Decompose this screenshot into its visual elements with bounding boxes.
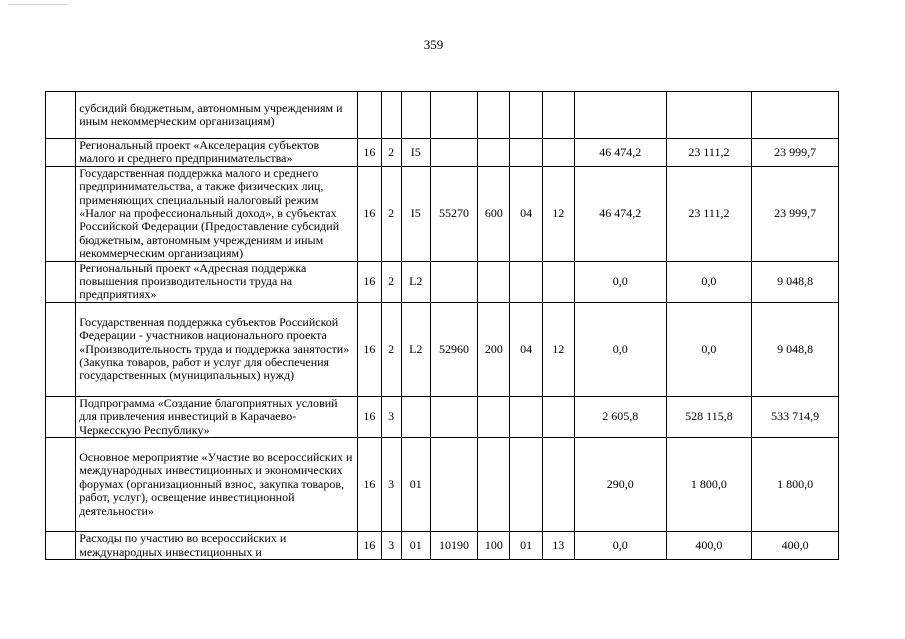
section-code-cell: 01 xyxy=(510,532,542,560)
amount-year2-cell: 0,0 xyxy=(666,302,752,396)
expense-name-cell: Государственная поддержка малого и среднего предпринимательства, а также физических лиц, применяющих специальный налоговый режим «Налог на профессиональный доход», в субъектах Российской Федерации (Предоставление субсидий бюджетным, автономным учреждениям и иным некоммерческим организациям) xyxy=(76,166,358,261)
amount-year2-cell: 400,0 xyxy=(666,532,752,560)
amount-year2-cell: 23 111,2 xyxy=(666,139,752,167)
subprogram-code-cell: 3 xyxy=(381,438,401,532)
activity-code-cell: 01 xyxy=(401,438,430,532)
row-number-cell xyxy=(46,166,76,261)
table-row xyxy=(46,261,839,302)
subprogram-code-cell xyxy=(381,92,401,139)
activity-code-cell xyxy=(401,92,430,139)
budget-table-body xyxy=(46,92,839,560)
amount-year1-cell: 0,0 xyxy=(574,302,666,396)
program-code-cell: 16 xyxy=(358,438,381,532)
expense-name-cell: Основное мероприятие «Участие во всероссийских и международных инвестиционных и экономических форумах (организационный взнос, закупка товаров, работ, услуг), освещение инвестиционной деятельности» xyxy=(76,438,358,532)
amount-year2-cell: 0,0 xyxy=(666,261,752,302)
program-code-cell: 16 xyxy=(358,139,381,167)
section-code-cell xyxy=(510,139,542,167)
expense-type-cell: 100 xyxy=(478,532,510,560)
amount-year1-cell xyxy=(574,92,666,139)
expense-name-cell: Расходы по участию во всероссийских и международных инвестиционных и xyxy=(76,532,358,560)
amount-year3-cell: 9 048,8 xyxy=(752,302,839,396)
table-row xyxy=(46,396,839,437)
subsection-code-cell: 12 xyxy=(542,302,574,396)
subsection-code-cell xyxy=(542,139,574,167)
expense-name-cell: субсидий бюджетным, автономным учреждениям и иным некоммерческим организациям) xyxy=(76,92,358,139)
table-row xyxy=(46,438,839,532)
section-code-cell xyxy=(510,92,542,139)
expense-name-cell: Региональный проект «Акселерация субъектов малого и среднего предпринимательства» xyxy=(76,139,358,167)
amount-year3-cell xyxy=(752,92,839,139)
amount-year3-cell: 400,0 xyxy=(752,532,839,560)
expense-type-cell: 200 xyxy=(478,302,510,396)
section-code-cell: 04 xyxy=(510,302,542,396)
subsection-code-cell xyxy=(542,396,574,437)
amount-year3-cell: 23 999,7 xyxy=(752,166,839,261)
row-number-cell xyxy=(46,396,76,437)
amount-year1-cell: 0,0 xyxy=(574,261,666,302)
section-code-cell xyxy=(510,261,542,302)
row-number-cell xyxy=(46,532,76,560)
subprogram-code-cell: 3 xyxy=(381,396,401,437)
program-code-cell: 16 xyxy=(358,396,381,437)
program-code-cell xyxy=(358,92,381,139)
direction-code-cell xyxy=(430,92,477,139)
direction-code-cell xyxy=(430,396,477,437)
activity-code-cell xyxy=(401,396,430,437)
program-code-cell: 16 xyxy=(358,261,381,302)
subsection-code-cell xyxy=(542,261,574,302)
activity-code-cell: I5 xyxy=(401,139,430,167)
amount-year1-cell: 46 474,2 xyxy=(574,166,666,261)
expense-name-cell: Подпрограмма «Создание благоприятных условий для привлечения инвестиций в Карачаево-Черкесскую Республику» xyxy=(76,396,358,437)
expense-name-cell: Региональный проект «Адресная поддержка повышения производительности труда на предприятиях» xyxy=(76,261,358,302)
amount-year2-cell: 528 115,8 xyxy=(666,396,752,437)
amount-year1-cell: 290,0 xyxy=(574,438,666,532)
expense-type-cell: 600 xyxy=(478,166,510,261)
amount-year2-cell xyxy=(666,92,752,139)
row-number-cell xyxy=(46,302,76,396)
section-code-cell xyxy=(510,396,542,437)
amount-year1-cell: 0,0 xyxy=(574,532,666,560)
subprogram-code-cell: 2 xyxy=(381,302,401,396)
subprogram-code-cell: 2 xyxy=(381,166,401,261)
direction-code-cell xyxy=(430,438,477,532)
row-number-cell xyxy=(46,438,76,532)
direction-code-cell: 52960 xyxy=(430,302,477,396)
subsection-code-cell: 13 xyxy=(542,532,574,560)
section-code-cell: 04 xyxy=(510,166,542,261)
amount-year3-cell: 9 048,8 xyxy=(752,261,839,302)
table-row xyxy=(46,139,839,167)
subprogram-code-cell: 3 xyxy=(381,532,401,560)
amount-year1-cell: 2 605,8 xyxy=(574,396,666,437)
row-number-cell xyxy=(46,261,76,302)
table-row xyxy=(46,166,839,261)
amount-year2-cell: 1 800,0 xyxy=(666,438,752,532)
amount-year2-cell: 23 111,2 xyxy=(666,166,752,261)
amount-year1-cell: 46 474,2 xyxy=(574,139,666,167)
direction-code-cell: 10190 xyxy=(430,532,477,560)
row-number-cell xyxy=(46,139,76,167)
row-number-cell xyxy=(46,92,76,139)
scan-artifact xyxy=(8,4,68,5)
table-row xyxy=(46,532,839,560)
amount-year3-cell: 1 800,0 xyxy=(752,438,839,532)
direction-code-cell: 55270 xyxy=(430,166,477,261)
expense-type-cell xyxy=(478,396,510,437)
activity-code-cell: L2 xyxy=(401,302,430,396)
amount-year3-cell: 533 714,9 xyxy=(752,396,839,437)
expense-type-cell xyxy=(478,92,510,139)
expense-type-cell xyxy=(478,261,510,302)
direction-code-cell xyxy=(430,261,477,302)
subsection-code-cell xyxy=(542,438,574,532)
expense-type-cell xyxy=(478,139,510,167)
program-code-cell: 16 xyxy=(358,302,381,396)
budget-table xyxy=(45,91,839,560)
amount-year3-cell: 23 999,7 xyxy=(752,139,839,167)
program-code-cell: 16 xyxy=(358,166,381,261)
activity-code-cell: L2 xyxy=(401,261,430,302)
subsection-code-cell: 12 xyxy=(542,166,574,261)
expense-type-cell xyxy=(478,438,510,532)
direction-code-cell xyxy=(430,139,477,167)
section-code-cell xyxy=(510,438,542,532)
activity-code-cell: 01 xyxy=(401,532,430,560)
program-code-cell: 16 xyxy=(358,532,381,560)
subprogram-code-cell: 2 xyxy=(381,139,401,167)
expense-name-cell: Государственная поддержка субъектов Российской Федерации - участников национального проекта «Производительность труда и поддержка занятости» (Закупка товаров, работ и услуг для обеспечения государственных (муниципальных) нужд) xyxy=(76,302,358,396)
table-row xyxy=(46,92,839,139)
page-number: 359 xyxy=(423,37,444,52)
table-row xyxy=(46,302,839,396)
activity-code-cell: I5 xyxy=(401,166,430,261)
subsection-code-cell xyxy=(542,92,574,139)
subprogram-code-cell: 2 xyxy=(381,261,401,302)
